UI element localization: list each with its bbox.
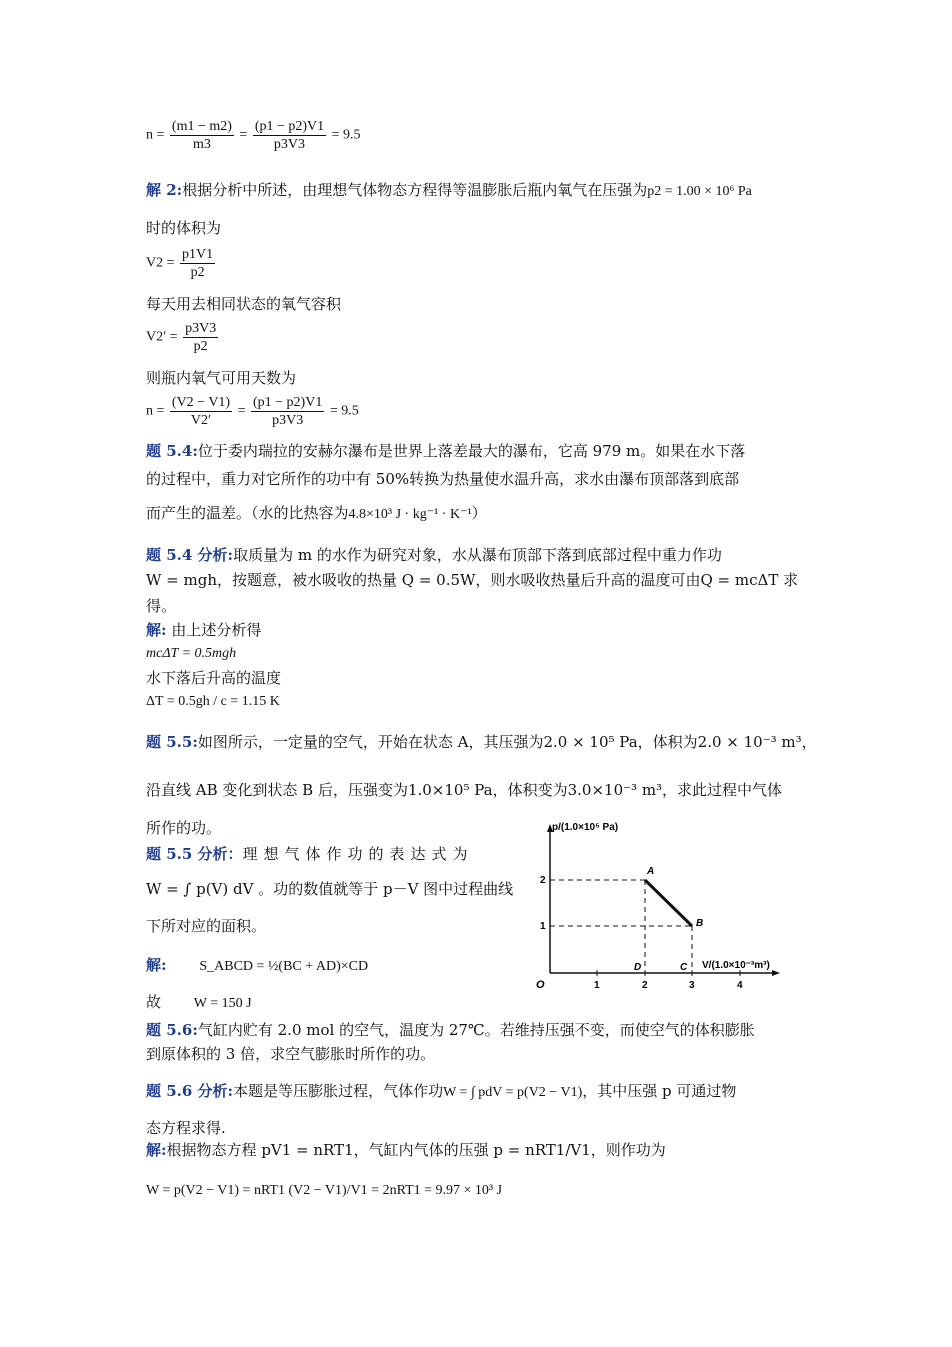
analysis-text: 理想气体作功的表达式为: [242, 845, 474, 863]
x-tick-3: 3: [689, 980, 695, 991]
equation-v2-prime: [146, 320, 810, 355]
analysis-5-4-line1: [146, 545, 810, 565]
equation-work-5-6: W = p(V2 − V1) = nRT1 (V2 − V1)/V1 = 2nRT1 = 9.97 × 10³ J: [146, 1183, 503, 1198]
question-text: 如图所示，一定量的空气，开始在状态 A，其压强为2.0 × 10⁵ Pa，体积为2.0 × 10⁻³ m³，: [197, 733, 817, 751]
solution-5-4-line1: [146, 620, 810, 640]
analysis-5-6-line2: 态方程求得.: [146, 1119, 226, 1137]
equation-n1: n = $\frac{(m1 - m2)}{m3}$ = $\frac{(p1 - p2)V1}{p3V3}$ = 9.5: [146, 119, 361, 152]
inline-math: 4.8×10³ J · kg⁻¹ · K⁻¹: [348, 507, 472, 522]
solution-5-4-line2: 水下落后升高的温度: [146, 669, 282, 687]
eq-lhs: n =: [146, 403, 165, 419]
analysis-5-4-line3: 得。: [146, 597, 177, 615]
solution-text: 根据物态方程 pV1 = nRT1，气缸内气体的压强 p = nRT1/V1，则作功为: [166, 1141, 666, 1159]
question-5-5-line2: 沿直线 AB 变化到状态 B 后，压强变为1.0×10⁵ Pa，体积变为3.0×10⁻³ m³，求此过程中气体: [146, 781, 783, 799]
fraction-2: [253, 118, 326, 153]
process-line-ab: [645, 880, 692, 926]
analysis-label: 题 5.4 分析:: [146, 546, 234, 564]
fraction-den: m3: [192, 137, 211, 152]
question-label: 题 5.6:: [146, 1021, 198, 1039]
y-axis-label: p/(1.0×10⁵ Pa): [552, 822, 619, 833]
point-d-label: D: [634, 962, 642, 973]
fraction-num: (m1 − m2): [171, 119, 232, 134]
solution-label: 解 2:: [146, 181, 183, 199]
equation-dt: ΔT = 0.5gh / c = 1.15 K: [146, 694, 280, 709]
question-text-end: ）: [471, 504, 487, 522]
fraction-den: p3V3: [273, 137, 306, 152]
fraction-den: p2: [193, 339, 208, 354]
analysis-5-4-line2: W = mgh，按题意，被水吸收的热量 Q = 0.5W，则水吸收热量后升高的温度可由Q = mcΔT 求: [146, 571, 799, 589]
pv-diagram: [530, 818, 800, 998]
fraction-1: [170, 394, 232, 429]
equation-v2: [146, 246, 810, 281]
analysis-label: 题 5.5 分析：: [146, 845, 243, 863]
point-a-label: A: [647, 866, 655, 877]
analysis-text: 本题是等压膨胀过程，气体作功: [233, 1082, 444, 1100]
solution-5-6-line1: [146, 1140, 810, 1160]
analysis-5-6-line1: [146, 1081, 810, 1103]
equation-work: W = 150 J: [193, 996, 252, 1011]
eq-result: = 9.5: [329, 403, 359, 419]
fraction-den: V2′: [190, 413, 212, 428]
analysis-5-5-line1: [146, 844, 521, 864]
x-tick-4: 4: [737, 980, 743, 991]
solution-text: 由上述分析得: [171, 621, 262, 639]
equation-n2: n = $\frac{(V2 - V1)}{V2'}$ = $\frac{(p1 - p2)V1}{p3V3}$ = 9.5: [146, 395, 359, 428]
analysis-text-end: ，其中压强 p 可通过物: [582, 1082, 737, 1100]
inline-math: W = ∫ pdV = p(V2 − V1): [443, 1085, 583, 1100]
equation-area: S_ABCD = ½(BC + AD)×CD: [199, 959, 369, 974]
eq-result: = 9.5: [331, 127, 361, 143]
therefore-text: 故: [146, 993, 162, 1011]
question-label: 题 5.5:: [146, 733, 198, 751]
solution-2-line1: [146, 180, 810, 202]
fraction: [180, 246, 215, 281]
solution-5-5-line2: [146, 992, 521, 1014]
analysis-text: 取质量为 m 的水作为研究对象，水从瀑布顶部下落到底部过程中重力作功: [233, 546, 722, 564]
solution-5-5-line1: [146, 955, 521, 977]
fraction-num: (p1 − p2)V1: [253, 395, 323, 410]
question-5-4-line1: [146, 441, 810, 461]
inline-math: p2 = 1.00 × 10⁶ Pa: [647, 184, 752, 199]
eq-lhs: n: [146, 127, 153, 143]
question-5-5-line3: 所作的功。: [146, 819, 222, 837]
question-label: 题 5.4:: [146, 442, 198, 460]
x-tick-1: 1: [594, 980, 600, 991]
fraction-1: [170, 118, 234, 153]
days-text: 则瓶内氧气可用天数为: [146, 369, 297, 387]
analysis-label: 题 5.6 分析:: [146, 1082, 234, 1100]
fraction-num: (V2 − V1): [171, 395, 231, 410]
fraction-2: [251, 394, 324, 429]
question-5-6-line2: 到原体积的 3 倍，求空气膨胀时所作的功。: [146, 1045, 436, 1063]
fraction-den: p3V3: [272, 413, 304, 428]
fraction-num: (p1 − p2)V1: [254, 119, 325, 134]
eq-lhs: V2′ =: [146, 329, 178, 345]
question-5-6-line1: [146, 1020, 810, 1040]
question-text: 位于委内瑞拉的安赫尔瀑布是世界上落差最大的瀑布，它高 979 m。如果在水下落: [197, 442, 746, 460]
x-axis-label: V/(1.0×10⁻³m³): [702, 960, 770, 971]
analysis-5-5-line3: 下所对应的面积。: [146, 917, 267, 935]
y-tick-1: 1: [540, 921, 546, 932]
origin-label: O: [536, 979, 545, 991]
fraction-den: p2: [190, 265, 205, 280]
question-5-4-line2: 的过程中，重力对它所作的功中有 50%转换为热量使水温升高，求水由瀑布顶部落到底部: [146, 470, 740, 488]
solution-label: 解:: [146, 621, 167, 639]
daily-volume-text: 每天用去相同状态的氧气容积: [146, 295, 342, 313]
solution-label: 解:: [146, 956, 167, 974]
fraction-num: p1V1: [182, 247, 214, 262]
point-c-label: C: [680, 962, 688, 973]
equation-mcdt: mcΔT = 0.5mgh: [146, 646, 237, 661]
x-tick-2: 2: [642, 980, 648, 991]
solution-2-line2: 时的体积为: [146, 219, 222, 237]
analysis-5-5-line2: W = ∫ p(V) dV 。功的数值就等于 p－V 图中过程曲线: [146, 880, 514, 898]
question-5-5-line1: [146, 732, 817, 752]
question-text: 气缸内贮有 2.0 mol 的空气，温度为 27℃。若维持压强不变，而使空气的体积膨胀: [197, 1021, 755, 1039]
x-axis-arrow-icon: [772, 970, 780, 976]
question-text: 而产生的温差。（水的比热容为: [146, 504, 349, 522]
point-b-label: B: [696, 918, 704, 929]
fraction: [183, 320, 218, 355]
eq-lhs: V2 =: [146, 255, 175, 271]
solution-text: 根据分析中所述，由理想气体物态方程得等温膨胀后瓶内氧气在压强为: [182, 181, 648, 199]
question-5-4-line3: [146, 503, 810, 525]
y-tick-2: 2: [540, 875, 546, 886]
fraction-num: p3V3: [185, 321, 217, 336]
solution-label: 解:: [146, 1141, 167, 1159]
